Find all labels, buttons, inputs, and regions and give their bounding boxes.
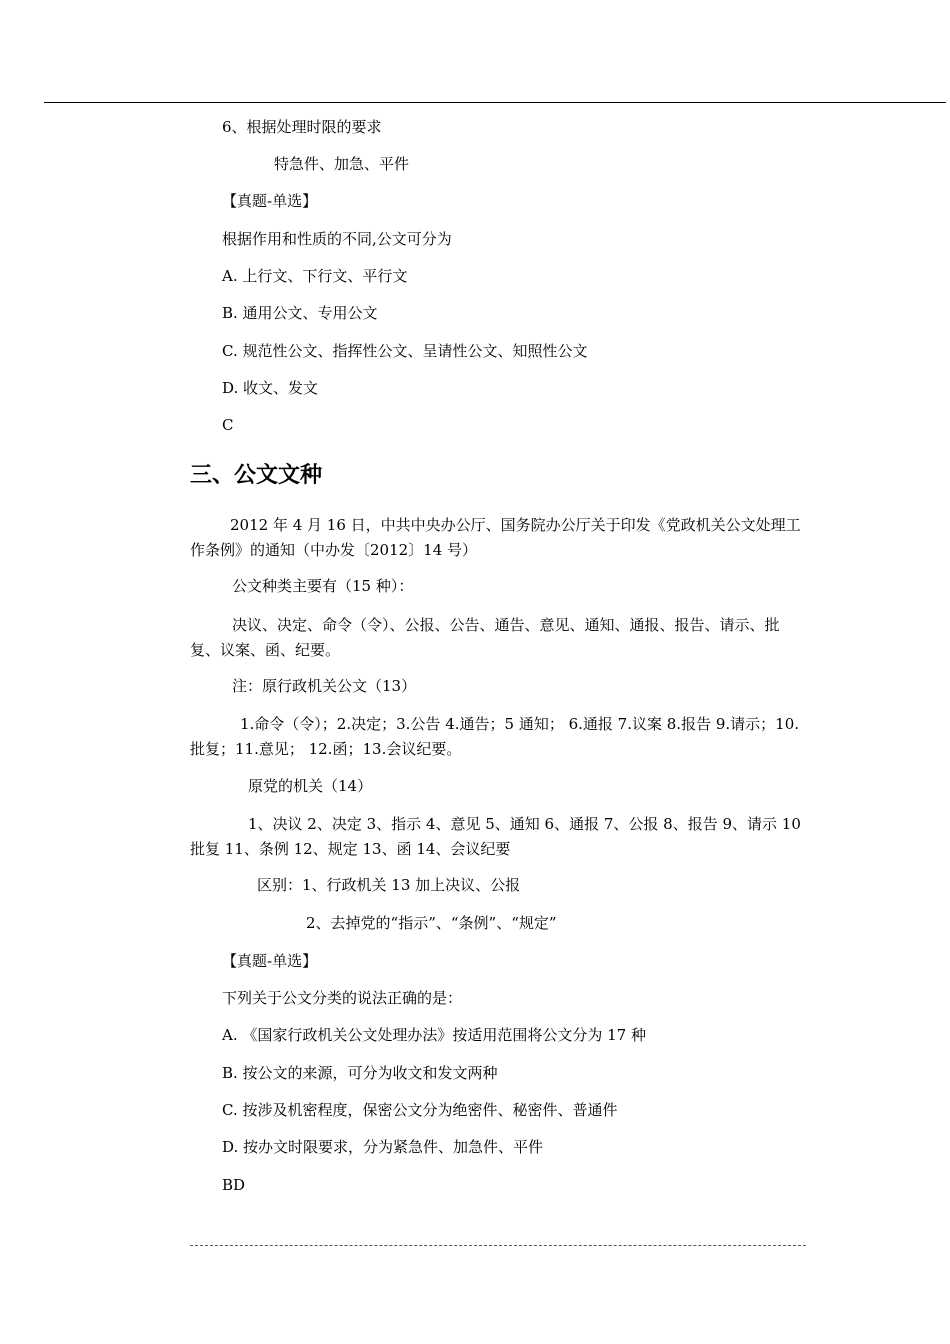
party-list-paragraph: 1、决议 2、决定 3、指示 4、意见 5、通知 6、通报 7、公报 8、报告 9、请示 10 批复 11、条例 12、规定 13、函 14、会议纪要 [190, 815, 801, 858]
difference-1: 区别：1、行政机关 13 加上决议、公报 [257, 876, 521, 894]
quiz-2-tag: 【真题-单选】 [222, 952, 318, 970]
admin-note: 注：原行政机关公文（13） [232, 677, 417, 695]
quiz-1-tag: 【真题-单选】 [222, 192, 318, 210]
party-title: 原党的机关（14） [248, 777, 373, 795]
admin-list-paragraph: 1.命令（令）；2.决定；3.公告 4.通告；5 通知； 6.通报 7.议案 8.报告 9.请示；10.批复；11.意见； 12.函；13.会议纪要。 [190, 715, 800, 758]
quiz-2-option-b: B. 按公文的来源，可分为收文和发文两种 [222, 1064, 498, 1082]
quiz-2-question: 下列关于公文分类的说法正确的是： [222, 989, 463, 1007]
section-heading: 三、公文文种 [190, 463, 323, 488]
quiz-1-answer: C [222, 416, 234, 434]
footer-dashed-rule [190, 1245, 806, 1246]
quiz-2-option-c: C. 按涉及机密程度，保密公文分为绝密件、秘密件、普通件 [222, 1101, 618, 1119]
quiz-2-option-d: D. 按办文时限要求，分为紧急件、加急件、平件 [222, 1138, 544, 1156]
header-rule [44, 102, 946, 103]
quiz-2-answer: BD [222, 1176, 246, 1194]
types-list-paragraph: 决议、决定、命令（令）、公报、公告、通告、意见、通知、通报、报告、请示、批复、议案、函、纪要。 [190, 616, 780, 659]
notice-paragraph: 2012 年 4 月 16 日，中共中央办公厅、国务院办公厅关于印发《党政机关公文处理工作条例》的通知（中办发〔2012〕14 号） [190, 516, 801, 559]
quiz-1-option-c: C. 规范性公文、指挥性公文、呈请性公文、知照性公文 [222, 342, 588, 360]
quiz-1-option-b: B. 通用公文、专用公文 [222, 304, 378, 322]
quiz-2-option-a: A. 《国家行政机关公文处理办法》按适用范围将公文分为 17 种 [222, 1026, 646, 1044]
difference-2: 2、去掉党的“指示”、“条例”、“规定” [306, 914, 557, 932]
quiz-1-option-d: D. 收文、发文 [222, 379, 319, 397]
types-intro: 公文种类主要有（15 种）： [232, 577, 414, 595]
quiz-1-option-a: A. 上行文、下行文、平行文 [222, 267, 408, 285]
section-6-title: 6、根据处理时限的要求 [222, 118, 382, 136]
section-6-types: 特急件、加急、平件 [274, 155, 410, 173]
quiz-1-question: 根据作用和性质的不同,公文可分为 [222, 230, 452, 248]
